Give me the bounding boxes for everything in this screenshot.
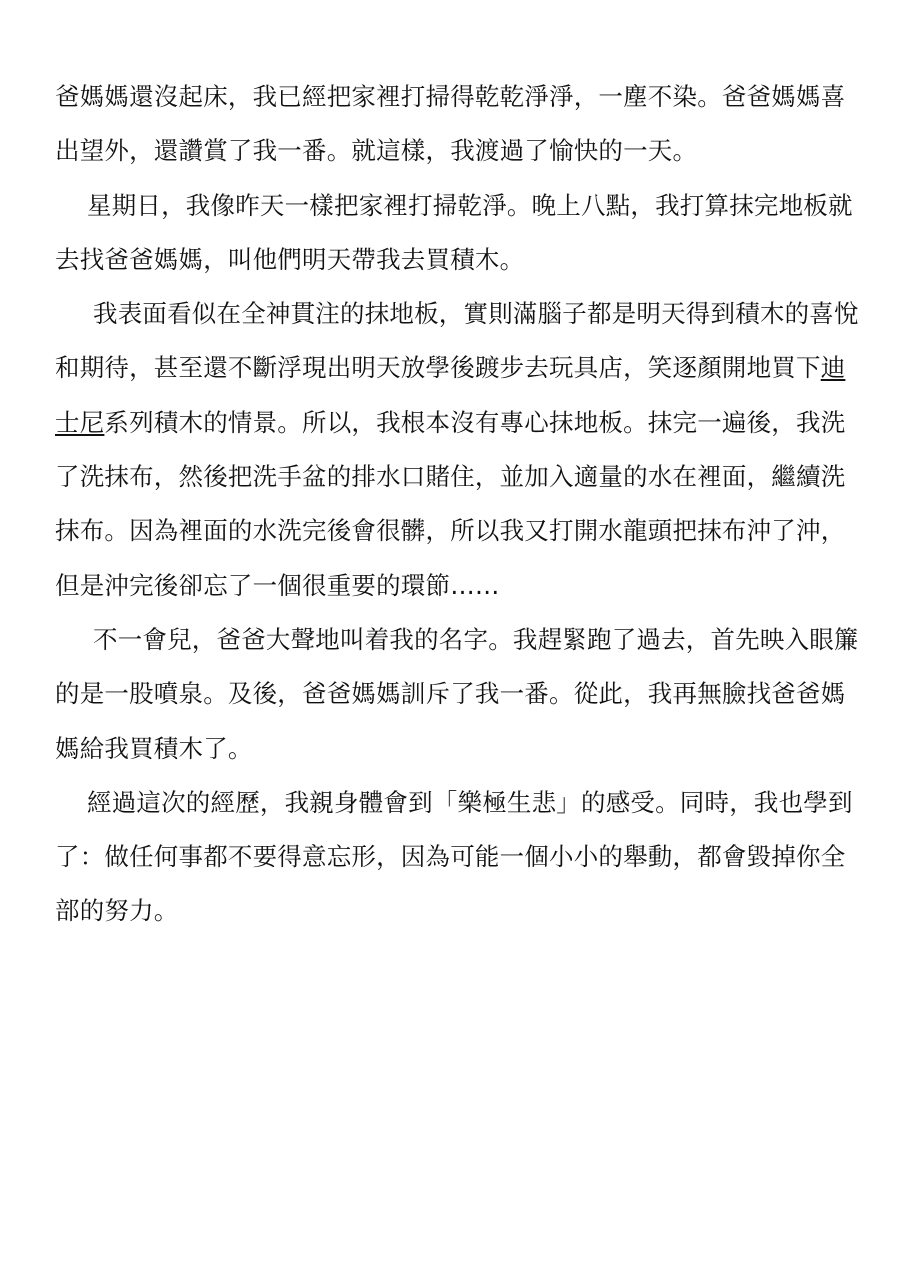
paragraph-1: [55, 70, 855, 179]
paragraph-line: [55, 341, 855, 395]
paragraph-line: 出望外，還讚賞了我一番。就這樣，我渡過了愉快的一天。: [55, 136, 698, 166]
paragraph-line: 的是一股噴泉。及後，爸爸媽媽訓斥了我一番。從此，我再無臉找爸爸媽: [55, 679, 846, 709]
paragraph-line: [55, 396, 855, 450]
paragraph-line: 去找爸爸媽媽，叫他們明天帶我去買積木。: [55, 244, 525, 274]
paragraph-2: [55, 179, 855, 288]
paragraph-line: 但是沖完後卻忘了一個很重要的環節……: [55, 570, 500, 600]
paragraph-5: [55, 776, 855, 939]
paragraph-text: 系列積木的情景。所以，我根本沒有專心抹地板。抹完一遍後，我洗: [104, 407, 846, 437]
paragraph-line: 部的努力。: [55, 896, 179, 926]
paragraph-line: 抹布。因為裡面的水洗完後會很髒，所以我又打開水龍頭把抹布沖了沖，: [55, 516, 846, 546]
paragraph-line: 爸媽媽還沒起床，我已經把家裡打掃得乾乾淨淨，一塵不染。爸爸媽媽喜: [55, 82, 846, 111]
paragraph-line: 了：做任何事都不要得意忘形，因為可能一個小小的舉動，都會毀掉你全: [55, 842, 846, 872]
paragraph-4: [55, 613, 859, 776]
paragraph-line: 媽給我買積木了。: [55, 733, 253, 763]
paragraph-line: 我表面看似在全神貫注的抹地板，實則滿腦子都是明天得到積木的喜悅: [93, 299, 859, 329]
paragraph-line: 了洗抹布，然後把洗手盆的排水口賭住，並加入適量的水在裡面，繼續洗: [55, 462, 846, 492]
paragraph-line: 經過這次的經歷，我親身體會到「樂極生悲」的感受。同時，我也學到: [87, 787, 853, 817]
essay-body: [55, 70, 859, 939]
paragraph-3: [55, 287, 859, 613]
paragraph-line: 不一會兒，爸爸大聲地叫着我的名字。我趕緊跑了過去，首先映入眼簾: [93, 624, 859, 654]
paragraph-line: 星期日，我像昨天一樣把家裡打掃乾淨。晚上八點，我打算抹完地板就: [87, 190, 853, 220]
underlined-term: 士尼: [55, 407, 105, 437]
paragraph-text: 和期待，甚至還不斷浮現出明天放學後踱步去玩具店，笑逐顏開地買下: [55, 353, 821, 383]
underlined-term: 迪: [820, 353, 846, 383]
